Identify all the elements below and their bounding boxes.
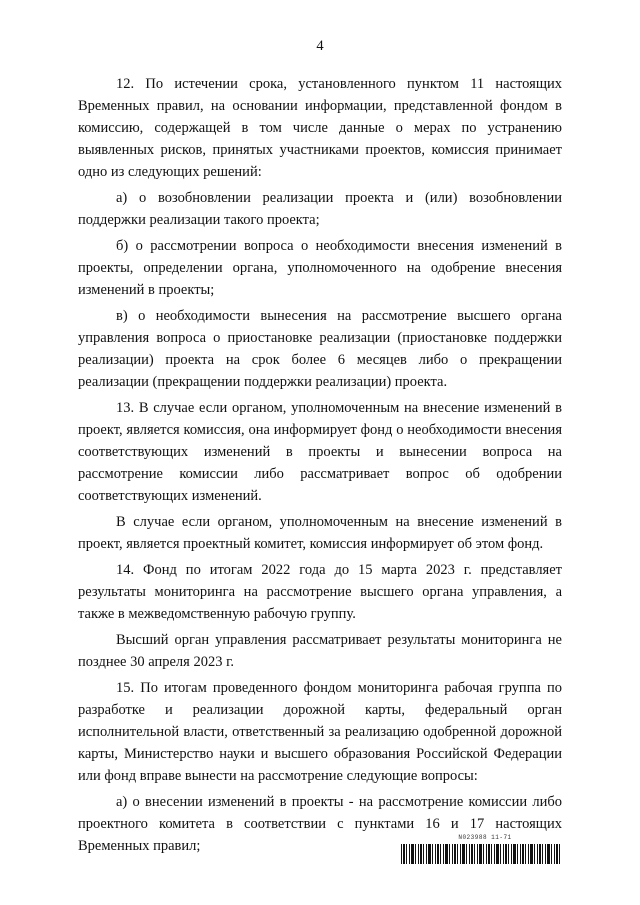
paragraph-14: 14. Фонд по итогам 2022 года до 15 марта 2023 г. представляет результаты мониторинга на рассмотрение высшего органа управления, а также в межведомственную рабочую группу.	[78, 562, 562, 622]
paragraph-12-b: б) о рассмотрении вопроса о необходимости внесения изменений в проекты, определении органа, уполномоченного на одобрение внесения изменений в проекты;	[78, 238, 562, 298]
paragraph-13: 13. В случае если органом, уполномоченным на внесение изменений в проект, является комиссия, она информирует фонд о необходимости внесения соответствующих изменений в проекты и вынесении вопроса на рассмотрение комиссии либо рассматривает вопрос об одобрении соответствующих изменений.	[78, 400, 562, 504]
paragraph-12-v: в) о необходимости вынесения на рассмотрение высшего органа управления вопроса о приостановке реализации (приостановке поддержки реализации) проекта на срок более 6 месяцев либо о прекращении реализации (прекращении поддержки реализации) проекта.	[78, 308, 562, 390]
barcode-code: N023988 11-71	[458, 834, 512, 841]
paragraph-12: 12. По истечении срока, установленного пунктом 11 настоящих Временных правил, на основании информации, представленной фондом в комиссию, содержащей в том числе данные о мерах по устранению выявленных рисков, принятых участниками проектов, комиссия принимает одно из следующих решений:	[78, 76, 562, 180]
paragraph-13-cont: В случае если органом, уполномоченным на внесение изменений в проект, является проектный комитет, комиссия информирует об этом фонд.	[78, 514, 562, 552]
page-number: 4	[316, 38, 324, 54]
barcode-image	[401, 844, 561, 864]
document-body	[78, 73, 562, 861]
paragraph-14-cont: Высший орган управления рассматривает результаты мониторинга не позднее 30 апреля 2023 г.	[78, 632, 562, 670]
paragraph-15: 15. По итогам проведенного фондом мониторинга рабочая группа по разработке и реализации дорожной карты, федеральный орган исполнительной власти, ответственный за реализацию одобренной дорожной карты, Министерство науки и высшего образования Российской Федерации или фонд вправе вынести на рассмотрение следующие вопросы:	[78, 680, 562, 784]
paragraph-15-a: а) о внесении изменений в проекты - на рассмотрение комиссии либо проектного комитета в соответствии с пунктами 16 и 17 настоящих Временных правил;	[78, 794, 562, 854]
paragraph-12-a: а) о возобновлении реализации проекта и (или) возобновлении поддержки реализации такого проекта;	[78, 190, 562, 228]
